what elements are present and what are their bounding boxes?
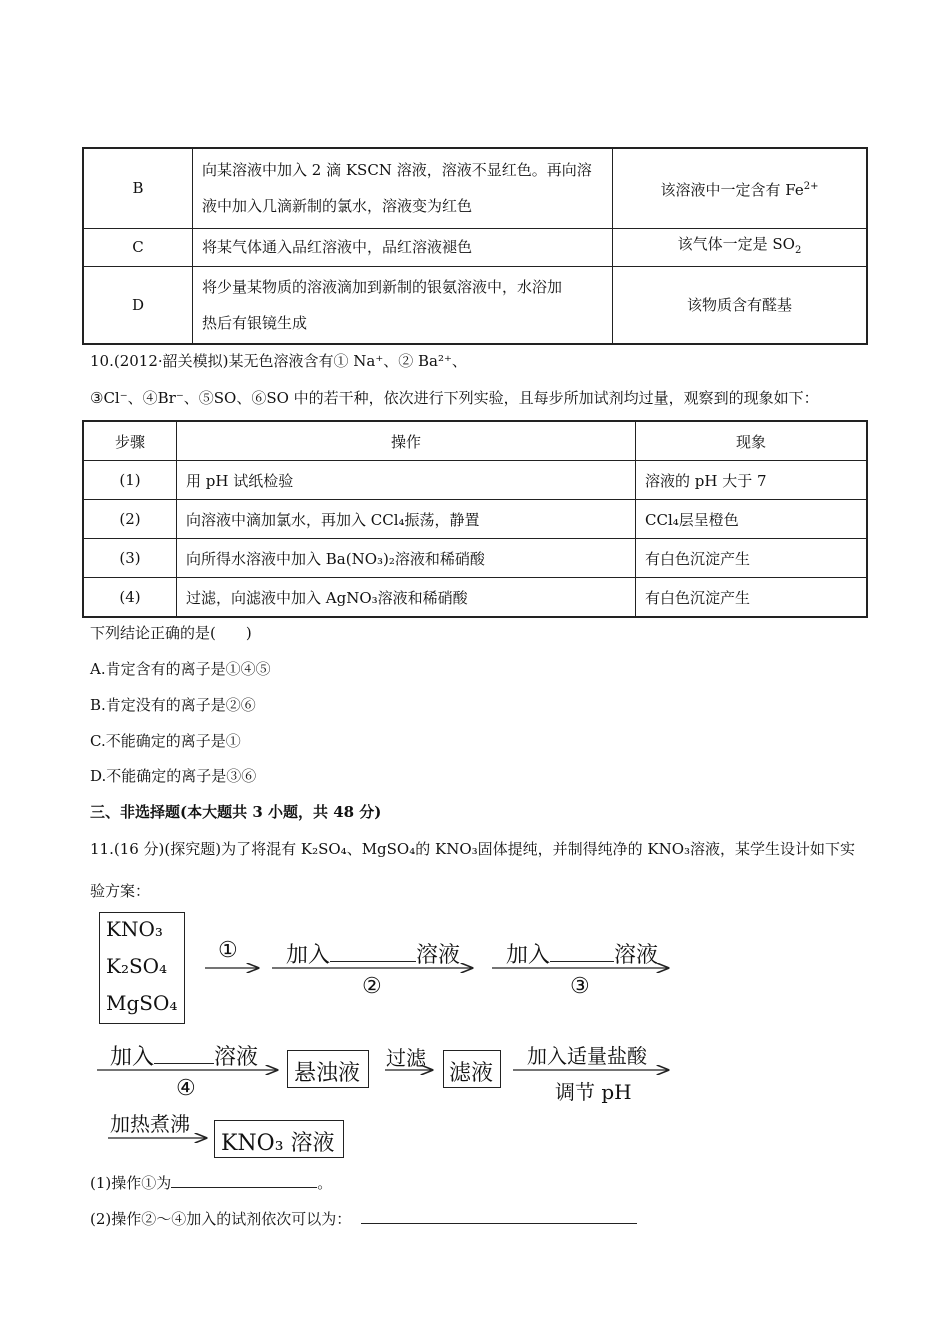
- operation-cell-c: 将某气体通入品红溶液中，品红溶液褪色: [193, 228, 613, 266]
- row-label-d: D: [83, 266, 193, 344]
- add-reagent-4: 加入 溶液: [110, 1040, 258, 1071]
- section-heading: 三、非选择题(本大题共 3 小题，共 48 分): [90, 803, 382, 821]
- filter-label: 过滤: [386, 1046, 426, 1070]
- operation-line: 液中加入几滴新制的氯水，溶液变为红色: [202, 197, 473, 216]
- reagent-4-blank[interactable]: [154, 1041, 214, 1064]
- suspension-box: 悬浊液: [287, 1050, 369, 1088]
- table-row: (3) 向所得水溶液中加入 Ba(NO₃)₂溶液和稀硝酸 有白色沉淀产生: [83, 539, 867, 578]
- boil-label: 加热煮沸: [110, 1112, 190, 1136]
- q11-stem-line1: 11.(16 分)(探究题)为了将混有 K₂SO₄、MgSO₄的 KNO₃固体提纯，并制得纯净的 KNO₃溶液，某学生设计如下实: [90, 840, 856, 858]
- table-row: (4) 过滤，向滤液中加入 AgNO₃溶液和稀硝酸 有白色沉淀产生: [83, 578, 867, 618]
- operation-line: 将少量某物质的溶液滴加到新制的银氨溶液中，水浴加: [202, 277, 563, 296]
- table-row: (2) 向溶液中滴加氯水，再加入 CCl₄振荡，静置 CCl₄层呈橙色: [83, 500, 867, 539]
- mixture-box: KNO₃ K₂SO₄ MgSO₄: [99, 912, 185, 1024]
- acid-label: 加入适量盐酸: [527, 1044, 647, 1068]
- q11-stem-line2: 验方案：: [90, 882, 151, 900]
- q10-question: 下列结论正确的是( ): [90, 624, 252, 642]
- answer-2-blank[interactable]: [361, 1209, 637, 1224]
- table-row: (1) 用 pH 试纸检验 溶液的 pH 大于 7: [83, 461, 867, 500]
- subquestion-1: (1)操作①为 。: [90, 1174, 333, 1192]
- q10-stem-line2: ③Cl⁻、④Br⁻、⑤SO、⑥SO 中的若干种，依次进行下列实验，且每步所加试剂均过量，观察到的现象如下：: [90, 389, 819, 407]
- header-operation: 操作: [177, 421, 636, 461]
- reagent-3-blank[interactable]: [550, 939, 614, 962]
- step-2-label: ②: [362, 974, 382, 999]
- filtrate-box: 滤液: [443, 1050, 501, 1088]
- answer-1-blank[interactable]: [171, 1173, 317, 1188]
- option-c: C.不能确定的离子是①: [90, 732, 241, 750]
- header-phenomenon: 现象: [636, 421, 868, 461]
- option-a: A.肯定含有的离子是①④⑤: [90, 660, 271, 678]
- q10-stem-line1: 10.(2012·韶关模拟)某无色溶液含有① Na⁺、② Ba²⁺、: [90, 352, 467, 370]
- step-4-label: ④: [176, 1076, 196, 1101]
- step-3-label: ③: [570, 974, 590, 999]
- conclusion-cell-b: 该溶液中一定含有 $Fe^{2+}$: [613, 148, 868, 228]
- header-step: 步骤: [83, 421, 177, 461]
- row-label-b: B: [83, 148, 193, 228]
- option-b: B.肯定没有的离子是②⑥: [90, 696, 256, 714]
- conclusion-cell-c: 该气体一定是 $SO_2$: [613, 228, 868, 266]
- reagent-2-blank[interactable]: [330, 939, 416, 962]
- add-reagent-3: 加入 溶液: [506, 938, 658, 969]
- operation-line: 热后有银镜生成: [202, 313, 308, 332]
- conclusion-cell-d: 该物质含有醛基: [613, 266, 868, 344]
- row-label-c: C: [83, 228, 193, 266]
- final-solution-box: KNO₃ 溶液: [214, 1120, 344, 1158]
- add-reagent-2: 加入 溶液: [286, 938, 460, 969]
- subquestion-2: (2)操作②～④加入的试剂依次可以为：: [90, 1208, 637, 1229]
- option-d: D.不能确定的离子是③⑥: [90, 767, 257, 785]
- ph-label: 调节 pH: [555, 1080, 632, 1104]
- step-1-label: ①: [218, 938, 238, 963]
- operation-line: 向某溶液中加入 2 滴 KSCN 溶液，溶液不显红色。再向溶: [202, 161, 592, 180]
